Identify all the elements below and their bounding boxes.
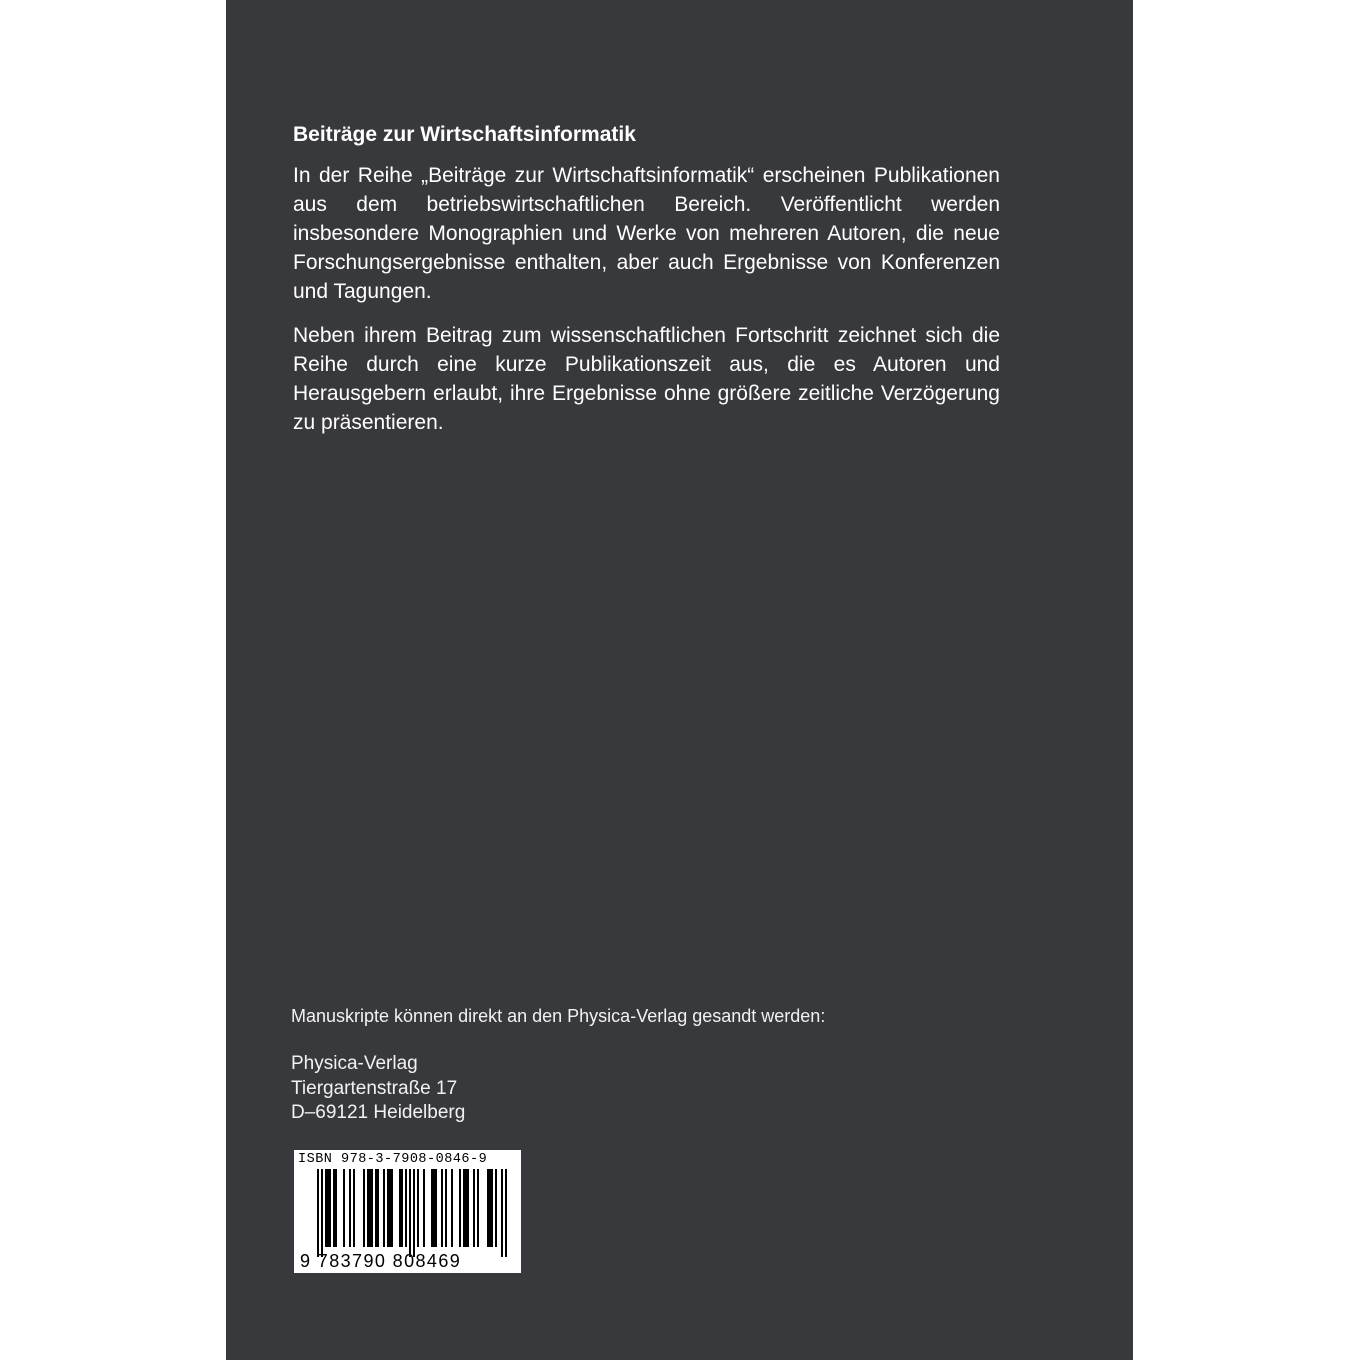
publisher-address [291, 1052, 465, 1126]
barcode-bar [501, 1169, 503, 1257]
description-paragraph-2: Neben ihrem Beitrag zum wissenschaftlichen Fortschritt zeichnet sich die Reihe durch eine kurze Publikationszeit aus, die es Autoren und Herausgebern erlaubt, ihre Ergebnisse ohne größere zeitliche Verzögerung zu präsentieren. [293, 324, 1000, 434]
barcode-bar [487, 1169, 489, 1247]
barcode-bar [391, 1169, 393, 1247]
barcode-bar [367, 1169, 369, 1247]
barcode-bar [353, 1169, 355, 1247]
barcode-bar [399, 1169, 401, 1247]
barcode-bar [371, 1169, 373, 1247]
manuscript-note: Manuskripte können direkt an den Physica-Verlag gesandt werden: [291, 1006, 826, 1026]
barcode-bar [445, 1169, 447, 1247]
barcode-bar [321, 1169, 323, 1257]
barcode-bar [431, 1169, 433, 1247]
barcode-bar [459, 1169, 461, 1247]
barcode-bar [335, 1169, 337, 1247]
barcode-bar [441, 1169, 443, 1247]
barcode-bar [417, 1169, 419, 1247]
publisher-street: Tiergartenstraße 17 [291, 1077, 458, 1099]
description-paragraph-1: In der Reihe „Beiträge zur Wirtschaftsinformatik“ erscheinen Publikationen aus dem betriebswirtschaftlichen Bereich. Veröffentlicht werden insbesondere Monographien und Werke von mehreren Autoren, die neue Forschungsergebnisse enthalten, aber auch Ergebnisse von Konferenzen und Tagungen. [293, 164, 1000, 303]
barcode-bar [491, 1169, 493, 1247]
barcode-bar [423, 1169, 425, 1247]
barcode-bar [383, 1169, 385, 1247]
barcode-bar [477, 1169, 479, 1247]
barcode-bar [405, 1169, 407, 1247]
barcode-bar [401, 1169, 403, 1247]
barcode-bar [505, 1169, 507, 1257]
ean-digits: 9 783790 808469 [300, 1251, 462, 1271]
barcode-bar [495, 1169, 497, 1247]
barcode-bar [317, 1169, 319, 1257]
publisher-city: D–69121 Heidelberg [291, 1102, 466, 1123]
series-title: Beiträge zur Wirtschaftsinformatik [293, 123, 636, 146]
barcode-bar [467, 1169, 469, 1247]
barcode-bar [377, 1169, 379, 1247]
publisher-name: Physica-Verlag [291, 1053, 418, 1074]
barcode-bar [433, 1169, 435, 1247]
barcode-bar [409, 1169, 411, 1257]
barcode-bar [325, 1169, 327, 1247]
back-cover [226, 0, 1133, 1360]
barcode-bar [413, 1169, 415, 1257]
barcode-bar [451, 1169, 453, 1247]
barcode-bar [327, 1169, 329, 1247]
barcode-bar [349, 1169, 351, 1247]
barcode-bar [343, 1169, 345, 1247]
barcode-bar [473, 1169, 475, 1247]
isbn-label: ISBN 978-3-7908-0846-9 [298, 1152, 488, 1167]
barcode-bar [329, 1169, 331, 1247]
barcode-bar [375, 1169, 377, 1247]
barcode-bar [435, 1169, 437, 1247]
barcode-bar [389, 1169, 391, 1247]
barcode-bar [333, 1169, 335, 1247]
isbn-barcode [294, 1150, 521, 1273]
barcode-bar [363, 1169, 365, 1247]
barcode-bar [387, 1169, 389, 1247]
barcode-bar [369, 1169, 371, 1247]
barcode-bar [463, 1169, 465, 1247]
barcode-bar [489, 1169, 491, 1247]
barcode-bar [465, 1169, 467, 1247]
